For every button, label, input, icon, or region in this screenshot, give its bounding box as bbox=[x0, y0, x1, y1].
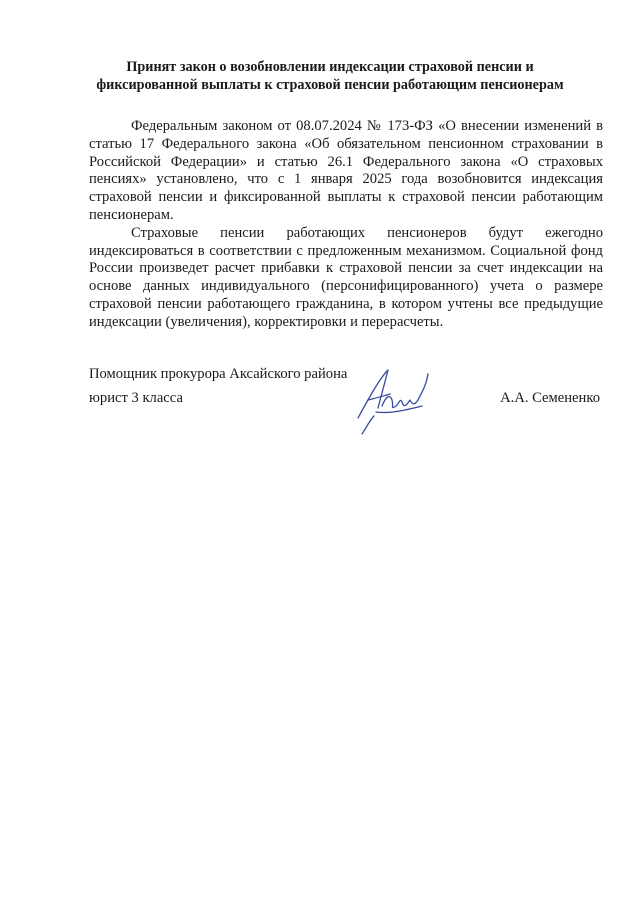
document-title bbox=[60, 58, 600, 94]
signatory-rank: юрист 3 класса bbox=[89, 390, 183, 406]
signatory-position: Помощник прокурора Аксайского района bbox=[89, 366, 348, 382]
document-title-line-2: фиксированной выплаты к страховой пенсии работающим пенсионерам bbox=[96, 77, 564, 93]
document-body bbox=[89, 118, 603, 332]
body-paragraph-2: Страховые пенсии работающих пенсионеров будут ежегодно индексироваться в соответствии с предложенным механизмом. Социальной фонд России произведет расчет прибавки к страховой пенсии за счет индексации на основе данных индивидуального (персонифицированного) учета о размере страховой пенсии работающего гражданина, в котором учтены все предыдущие индексации (увеличения), корректировки и перерасчеты. bbox=[89, 224, 603, 330]
document-title-line-1: Принят закон о возобновлении индексации страховой пенсии и bbox=[126, 59, 534, 75]
signatory-name: А.А. Семененко bbox=[500, 390, 600, 406]
body-paragraph-1: Федеральным законом от 08.07.2024 № 173-ФЗ «О внесении изменений в статью 17 Федерального закона «Об обязательном пенсионном страховании в Российской Федерации» и статью 26.1 Федерального закона «О страховых пенсиях» установлено, что с 1 января 2025 года возобновится индексация страховой пенсии и фиксированной выплаты к страховой пенсии работающим пенсионерам. bbox=[89, 118, 603, 223]
handwritten-signature bbox=[340, 356, 440, 440]
